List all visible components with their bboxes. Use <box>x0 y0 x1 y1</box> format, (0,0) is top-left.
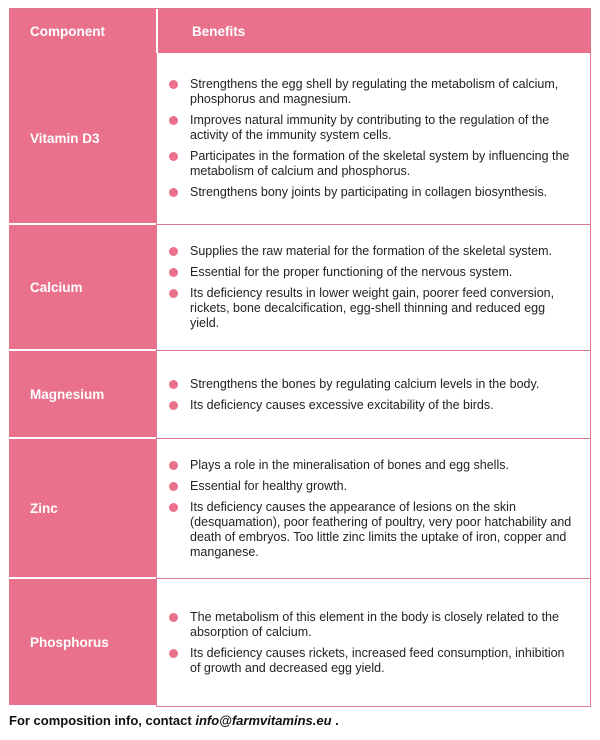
benefit-text: Its deficiency causes excessive excitability of the birds. <box>190 397 494 412</box>
bullet-icon <box>169 482 178 491</box>
benefit-text: Its deficiency causes the appearance of lesions on the skin (desquamation), poor feathering of poultry, very poor hatchability and death of embryos. Too little zinc limits the uptake of iron, copper and manganese. <box>190 499 572 559</box>
benefit-text: Its deficiency results in lower weight gain, poorer feed conversion, rickets, bone decalcification, egg-shell thinning and reduced egg yield. <box>190 286 555 330</box>
benefit-text: Strengthens the bones by regulating calcium levels in the body. <box>190 376 540 391</box>
table-row <box>9 53 591 225</box>
benefit-text: The metabolism of this element in the body is closely related to the absorption of calcium. <box>190 609 559 639</box>
benefit-list <box>157 244 590 331</box>
bullet-icon <box>169 152 178 161</box>
bullet-icon <box>169 116 178 125</box>
table-row <box>9 439 591 579</box>
benefit-list <box>157 458 590 560</box>
component-name: Vitamin D3 <box>9 53 156 225</box>
bullet-icon <box>169 503 178 512</box>
benefit-text: Plays a role in the mineralisation of bones and egg shells. <box>190 457 509 472</box>
benefit-item <box>157 286 590 331</box>
header-benefits: Benefits <box>156 9 591 53</box>
bullet-icon <box>169 289 178 298</box>
benefit-item <box>157 244 590 259</box>
benefit-item <box>157 610 590 640</box>
contact-email-link[interactable]: info@farmvitamins.eu <box>195 713 332 728</box>
benefit-item <box>157 185 590 200</box>
benefit-text: Its deficiency causes rickets, increased feed consumption, inhibition of growth and decreased egg yield. <box>190 645 565 675</box>
benefit-item <box>157 113 590 143</box>
bullet-icon <box>169 80 178 89</box>
table-row <box>9 225 591 351</box>
bullet-icon <box>169 401 178 410</box>
benefit-item <box>157 149 590 179</box>
footer-prefix: For composition info, contact <box>9 713 192 728</box>
benefit-list <box>157 610 590 676</box>
benefit-text: Essential for healthy growth. <box>190 478 348 493</box>
table-row <box>9 579 591 707</box>
benefit-item <box>157 479 590 494</box>
benefit-text: Strengthens the egg shell by regulating the metabolism of calcium, phosphorus and magnesium. <box>190 77 559 106</box>
component-name: Phosphorus <box>9 579 156 707</box>
component-name: Zinc <box>9 439 156 579</box>
benefit-text: Participates in the formation of the skeletal system by influencing the metabolism of calcium and phosphorus. <box>190 149 570 178</box>
table-row <box>9 351 591 439</box>
component-name: Calcium <box>9 225 156 351</box>
benefit-text: Strengthens bony joints by participating in collagen biosynthesis. <box>190 185 548 199</box>
table-body <box>9 53 591 707</box>
benefits-cell <box>156 439 591 579</box>
benefit-text: Essential for the proper functioning of the nervous system. <box>190 265 513 279</box>
table-header <box>9 9 591 53</box>
benefit-item <box>157 265 590 280</box>
benefit-item <box>157 646 590 676</box>
footer-suffix: . <box>335 713 339 728</box>
benefits-cell <box>156 579 591 707</box>
benefits-cell <box>156 225 591 351</box>
component-name: Magnesium <box>9 351 156 439</box>
footer-note <box>9 713 339 728</box>
benefit-item <box>157 458 590 473</box>
benefit-text: Improves natural immunity by contributing to the regulation of the activity of the immunity system cells. <box>190 113 550 142</box>
benefit-list <box>157 377 553 413</box>
benefit-item <box>157 377 553 392</box>
benefit-item <box>157 398 553 413</box>
bullet-icon <box>169 649 178 658</box>
benefit-item <box>157 77 590 107</box>
benefits-table <box>9 8 591 707</box>
benefits-cell <box>156 351 591 439</box>
bullet-icon <box>169 380 178 389</box>
benefit-list <box>157 77 590 200</box>
benefit-item <box>157 500 590 560</box>
bullet-icon <box>169 461 178 470</box>
benefits-cell <box>156 53 591 225</box>
benefit-text: Supplies the raw material for the formation of the skeletal system. <box>190 244 552 258</box>
header-component: Component <box>9 9 156 53</box>
bullet-icon <box>169 613 178 622</box>
bullet-icon <box>169 188 178 197</box>
bullet-icon <box>169 247 178 256</box>
bullet-icon <box>169 268 178 277</box>
